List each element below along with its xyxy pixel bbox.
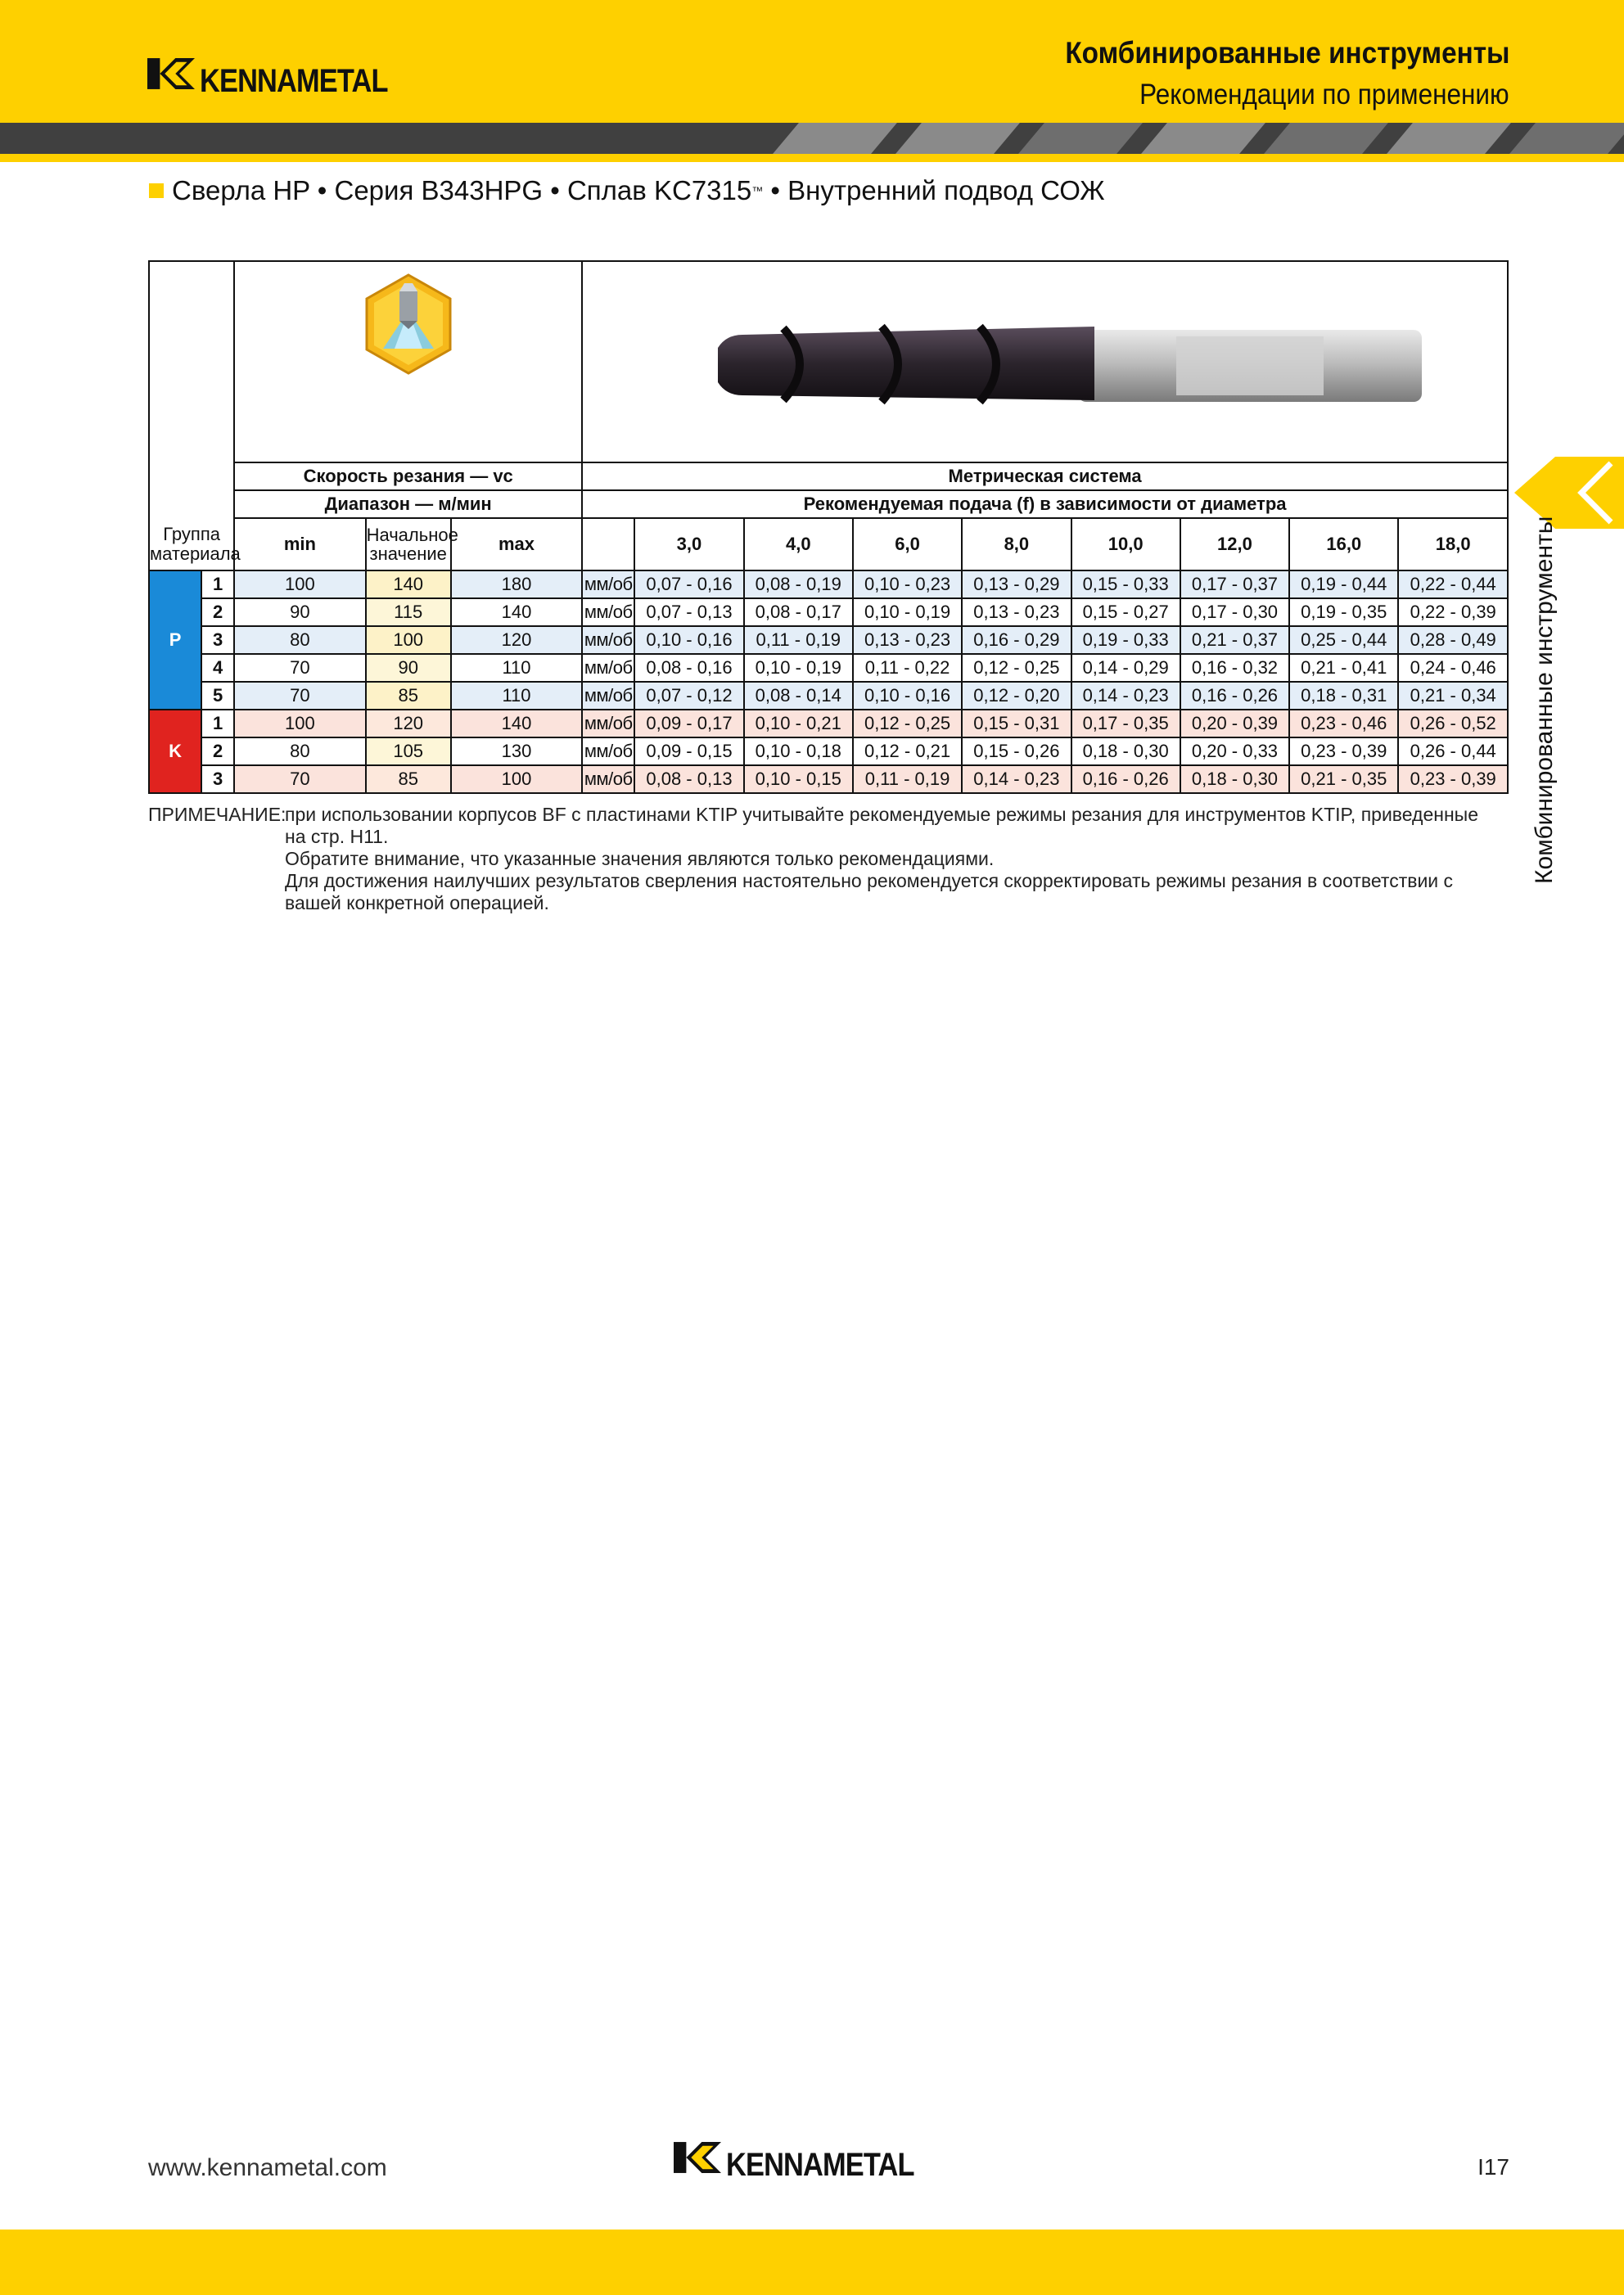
feed-value: 0,20 - 0,39	[1180, 710, 1289, 737]
feed-value: 0,08 - 0,17	[744, 598, 853, 626]
subgroup-number: 4	[201, 654, 234, 682]
material-group-k: K	[149, 710, 201, 793]
subgroup-number: 1	[201, 570, 234, 598]
feed-header: Рекомендуемая подача (f) в зависимости от диаметра	[582, 490, 1508, 518]
speed-min: 90	[234, 598, 365, 626]
feed-value: 0,26 - 0,52	[1398, 710, 1508, 737]
footer-kennametal-k-icon	[674, 2131, 721, 2184]
feed-value: 0,16 - 0,26	[1180, 682, 1289, 710]
feed-unit: мм/об	[582, 570, 634, 598]
feed-value: 0,08 - 0,19	[744, 570, 853, 598]
kennametal-k-icon	[147, 47, 195, 100]
speed-max: 110	[451, 654, 582, 682]
feed-value: 0,10 - 0,19	[853, 598, 962, 626]
feed-value: 0,13 - 0,23	[853, 626, 962, 654]
subgroup-number: 3	[201, 626, 234, 654]
speed-max: 100	[451, 765, 582, 793]
header-yellow-line	[0, 154, 1624, 162]
feed-value: 0,23 - 0,39	[1398, 765, 1508, 793]
feed-value: 0,18 - 0,30	[1180, 765, 1289, 793]
feed-value: 0,08 - 0,16	[634, 654, 743, 682]
speed-min: 100	[234, 570, 365, 598]
subgroup-number: 2	[201, 598, 234, 626]
diameter-header: 16,0	[1289, 518, 1398, 570]
note-block	[148, 804, 1491, 914]
footer-url-link[interactable]: www.kennametal.com	[148, 2154, 387, 2181]
speed-max: 140	[451, 598, 582, 626]
note-line-3: Для достижения наилучших результатов сверления настоятельно рекомендуется скорректировать режимы резания в соответствии с вашей конкретной операцией.	[285, 870, 1454, 913]
feed-value: 0,08 - 0,14	[744, 682, 853, 710]
feed-value: 0,19 - 0,44	[1289, 570, 1398, 598]
feed-unit: мм/об	[582, 765, 634, 793]
note-line-1: при использовании корпусов BF с пластинами KTIP учитывайте рекомендуемые режимы резания для инструментов KTIP, приведенные на стр. H11.	[285, 804, 1478, 847]
feed-value: 0,10 - 0,19	[744, 654, 853, 682]
diameter-header: 12,0	[1180, 518, 1289, 570]
feed-value: 0,07 - 0,16	[634, 570, 743, 598]
side-tab-label: Комбинированные инструменты	[1531, 516, 1558, 884]
feed-value: 0,11 - 0,19	[853, 765, 962, 793]
note-label: ПРИМЕЧАНИЕ:	[148, 804, 286, 825]
section-heading-text: Сверла HP • Серия B343HPG • Сплав KC7315	[172, 175, 752, 205]
square-bullet-icon	[149, 183, 164, 198]
feed-unit: мм/об	[582, 682, 634, 710]
feed-value: 0,20 - 0,33	[1180, 737, 1289, 765]
trademark-symbol: ™	[751, 184, 764, 197]
feed-value: 0,15 - 0,27	[1071, 598, 1180, 626]
speed-start: 90	[366, 654, 451, 682]
diameter-header: 3,0	[634, 518, 743, 570]
feed-value: 0,16 - 0,29	[962, 626, 1071, 654]
feed-value: 0,12 - 0,25	[853, 710, 962, 737]
metric-system-header: Метрическая система	[582, 462, 1508, 490]
speed-min: 100	[234, 710, 365, 737]
speed-start: 105	[366, 737, 451, 765]
table-row	[149, 570, 1508, 598]
feed-value: 0,10 - 0,16	[853, 682, 962, 710]
feed-value: 0,12 - 0,25	[962, 654, 1071, 682]
feed-value: 0,22 - 0,44	[1398, 570, 1508, 598]
diameter-header: 18,0	[1398, 518, 1508, 570]
table-row	[149, 710, 1508, 737]
feed-value: 0,09 - 0,17	[634, 710, 743, 737]
feed-value: 0,19 - 0,35	[1289, 598, 1398, 626]
feed-value: 0,09 - 0,15	[634, 737, 743, 765]
speed-min: 80	[234, 626, 365, 654]
feed-value: 0,14 - 0,23	[1071, 682, 1180, 710]
feed-value: 0,25 - 0,44	[1289, 626, 1398, 654]
speed-start: 120	[366, 710, 451, 737]
feed-unit: мм/об	[582, 626, 634, 654]
speed-min: 80	[234, 737, 365, 765]
feed-value: 0,13 - 0,23	[962, 598, 1071, 626]
subgroup-number: 1	[201, 710, 234, 737]
speed-start: 115	[366, 598, 451, 626]
speed-min: 70	[234, 765, 365, 793]
feed-unit: мм/об	[582, 710, 634, 737]
page-number: I17	[1477, 2154, 1509, 2180]
feed-value: 0,11 - 0,22	[853, 654, 962, 682]
feed-value: 0,18 - 0,30	[1071, 737, 1180, 765]
speed-start: 85	[366, 682, 451, 710]
subgroup-number: 3	[201, 765, 234, 793]
feed-value: 0,07 - 0,12	[634, 682, 743, 710]
speed-max: 140	[451, 710, 582, 737]
drill-image	[652, 291, 1438, 430]
drill-image-cell	[582, 261, 1508, 462]
table-row	[149, 682, 1508, 710]
page-title: Комбинированные инструменты	[1064, 36, 1509, 70]
table-row	[149, 654, 1508, 682]
feed-value: 0,14 - 0,23	[962, 765, 1071, 793]
subgroup-number: 2	[201, 737, 234, 765]
feed-value: 0,16 - 0,32	[1180, 654, 1289, 682]
feed-value: 0,24 - 0,46	[1398, 654, 1508, 682]
feed-value: 0,17 - 0,35	[1071, 710, 1180, 737]
feed-value: 0,15 - 0,26	[962, 737, 1071, 765]
speed-max: 110	[451, 682, 582, 710]
feed-value: 0,18 - 0,31	[1289, 682, 1398, 710]
speed-max: 180	[451, 570, 582, 598]
subgroup-number: 5	[201, 682, 234, 710]
unit-header-blank	[582, 518, 634, 570]
material-group-p: P	[149, 570, 201, 710]
page-subtitle: Рекомендации по применению	[1139, 79, 1509, 110]
diameter-header: 8,0	[962, 518, 1071, 570]
kennametal-logo[interactable]	[147, 47, 418, 100]
table-row	[149, 765, 1508, 793]
feed-value: 0,10 - 0,23	[853, 570, 962, 598]
footer-band	[0, 2230, 1624, 2295]
col-start-header: Начальное значение	[366, 518, 451, 570]
speed-start: 100	[366, 626, 451, 654]
feed-value: 0,21 - 0,37	[1180, 626, 1289, 654]
speed-start: 140	[366, 570, 451, 598]
cutting-data-table	[148, 260, 1509, 794]
feed-value: 0,14 - 0,29	[1071, 654, 1180, 682]
feed-value: 0,13 - 0,29	[962, 570, 1071, 598]
footer-brand-wordmark: KENNAMETAL	[726, 2146, 914, 2183]
table-row	[149, 598, 1508, 626]
speed-range-header: Диапазон — м/мин	[234, 490, 582, 518]
feed-value: 0,12 - 0,20	[962, 682, 1071, 710]
feed-value: 0,22 - 0,39	[1398, 598, 1508, 626]
col-max-header: max	[451, 518, 582, 570]
feed-value: 0,11 - 0,19	[744, 626, 853, 654]
feed-value: 0,28 - 0,49	[1398, 626, 1508, 654]
feed-value: 0,19 - 0,33	[1071, 626, 1180, 654]
speed-min: 70	[234, 654, 365, 682]
footer-kennametal-logo[interactable]	[674, 2131, 945, 2184]
feed-value: 0,08 - 0,13	[634, 765, 743, 793]
col-min-header: min	[234, 518, 365, 570]
coolant-icon-cell	[234, 261, 582, 462]
table-row	[149, 626, 1508, 654]
feed-value: 0,07 - 0,13	[634, 598, 743, 626]
diameter-header: 4,0	[744, 518, 853, 570]
header-stripe-band	[0, 123, 1624, 154]
speed-max: 120	[451, 626, 582, 654]
feed-value: 0,21 - 0,41	[1289, 654, 1398, 682]
brand-wordmark: KENNAMETAL	[200, 62, 388, 99]
speed-min: 70	[234, 682, 365, 710]
material-group-header: Группа материала	[149, 518, 234, 570]
feed-unit: мм/об	[582, 654, 634, 682]
feed-value: 0,16 - 0,26	[1071, 765, 1180, 793]
feed-value: 0,26 - 0,44	[1398, 737, 1508, 765]
feed-value: 0,21 - 0,34	[1398, 682, 1508, 710]
cutting-speed-header: Скорость резания — vc	[234, 462, 582, 490]
feed-value: 0,17 - 0,30	[1180, 598, 1289, 626]
note-line-2: Обратите внимание, что указанные значения являются только рекомендациями.	[285, 848, 995, 869]
section-heading-text-end: • Внутренний подвод СОЖ	[763, 175, 1105, 205]
feed-unit: мм/об	[582, 598, 634, 626]
internal-coolant-icon	[363, 273, 453, 375]
feed-unit: мм/об	[582, 737, 634, 765]
feed-value: 0,10 - 0,21	[744, 710, 853, 737]
feed-value: 0,23 - 0,39	[1289, 737, 1398, 765]
feed-value: 0,10 - 0,18	[744, 737, 853, 765]
table-corner	[149, 261, 234, 518]
section-heading	[149, 175, 1105, 206]
feed-value: 0,15 - 0,31	[962, 710, 1071, 737]
diameter-header: 10,0	[1071, 518, 1180, 570]
feed-value: 0,10 - 0,16	[634, 626, 743, 654]
feed-value: 0,10 - 0,15	[744, 765, 853, 793]
feed-value: 0,17 - 0,37	[1180, 570, 1289, 598]
feed-value: 0,15 - 0,33	[1071, 570, 1180, 598]
speed-start: 85	[366, 765, 451, 793]
table-row	[149, 737, 1508, 765]
feed-value: 0,12 - 0,21	[853, 737, 962, 765]
feed-value: 0,23 - 0,46	[1289, 710, 1398, 737]
feed-value: 0,21 - 0,35	[1289, 765, 1398, 793]
speed-max: 130	[451, 737, 582, 765]
diameter-header: 6,0	[853, 518, 962, 570]
